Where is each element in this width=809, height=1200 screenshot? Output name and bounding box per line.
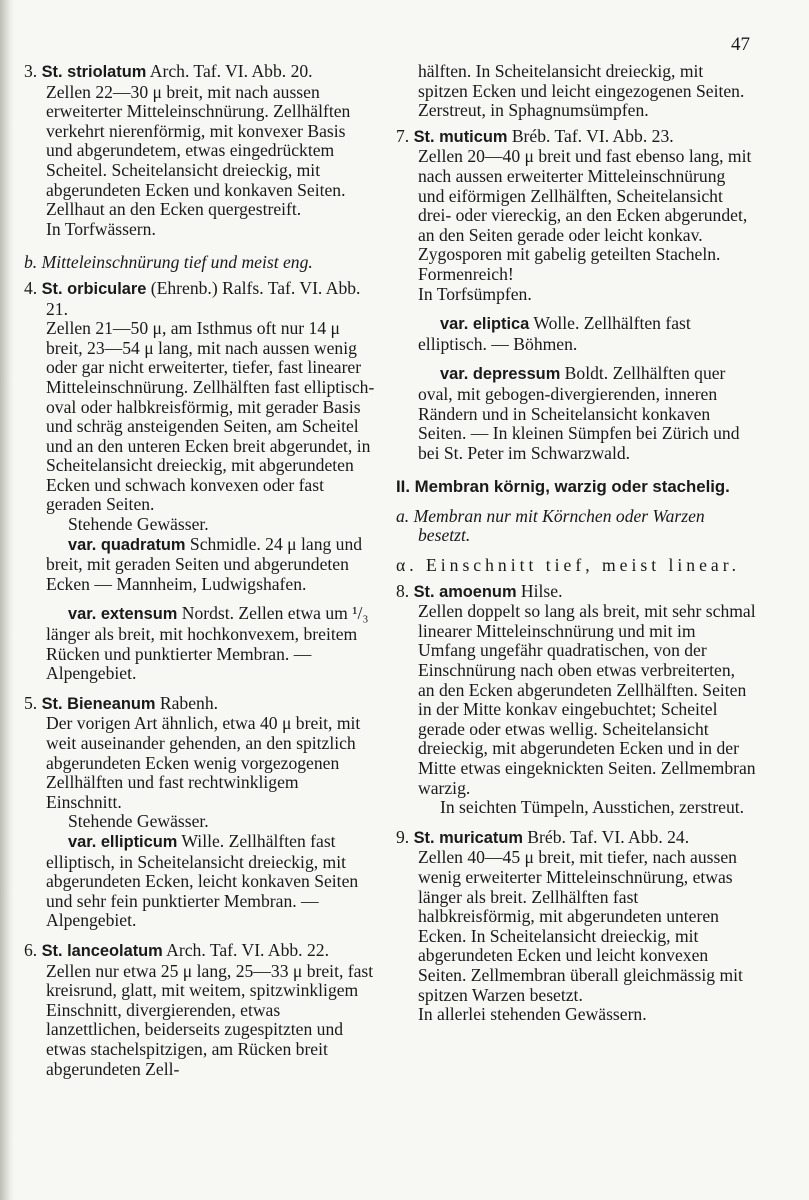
variety-quadratum: var. quadratum Schmidle. 24 μ lang und breit, mit geraden Seiten und abgerundeten Ecken — Mannheim, Ludwigshafen. xyxy=(46,533,363,594)
continued-habitat: Zerstreut, in Sphagnumsümpfen. xyxy=(418,100,649,121)
species-5 xyxy=(24,694,376,931)
species-heading: 4. St. orbiculare (Ehrenb.) Ralfs. Taf. VI. Abb. 21. xyxy=(24,277,361,319)
page-number: 47 xyxy=(731,34,750,55)
species-description: Zellen 40—45 μ breit, mit tiefer, nach aussen wenig erweiterter Mitteleinschnürung, etwas länger als breit. Zellhälften fast halbkreisförmig, mit abgerundeten unteren Ecken. In Scheitelansicht dreieckig, mit abgerundeten Ecken und leicht konvexen Seiten. Zellmembran überall gleichmässig mit spitzen Warzen besetzt. xyxy=(418,847,743,1005)
species-4 xyxy=(24,279,376,684)
species-name: St. muticum xyxy=(413,127,508,146)
species-description: Zellen 22—30 μ breit, mit nach aussen erweiterter Mitteleinschnürung. Zellhälften verkehrt nierenförmig, mit konvexer Basis und abgerundetem, etwas eingedrücktem Scheitel. Scheitelansicht dreieckig, mit abgerundeten Ecken und konkaven Seiten. Zellhaut an den Ecken quergestreift. xyxy=(46,81,351,220)
species-description: Zellen 20—40 μ breit und fast ebenso lang, mit nach aussen erweiterter Mitteleinschnürung und eiförmigen Zellhälften, Scheitelansicht drei- oder viereckig, an den Ecken abgerundet, an den Seiten gerade oder leicht konkav. Zygosporen mit gabelig geteilten Stacheln. Formenreich! xyxy=(418,146,752,284)
group-heading-b: b. Mitteleinschnürung tief und meist eng. xyxy=(24,252,313,273)
group-heading-II: II. Membran körnig, warzig oder stachelig. xyxy=(396,477,730,497)
variety-extensum: var. extensum Nordst. Zellen etwa um ¹/₃ länger als breit, mit hochkonvexem, breitem Rücken und punktierter Membran. — Alpengebiet. xyxy=(46,603,369,684)
right-column xyxy=(396,62,756,1025)
left-column xyxy=(24,62,376,1079)
variety-depressum: var. depressum Boldt. Zellhälften quer oval, mit gebogen-divergierenden, inneren Rändern und in Scheitelansicht konkaven Seiten. — In kleinen Sümpfen bei Zürich und bei St. Peter im Schwarzwald. xyxy=(418,363,740,463)
species-heading: 7. St. muticum Bréb. Taf. VI. Abb. 23. xyxy=(396,125,674,146)
species-name: St. lanceolatum xyxy=(41,941,163,960)
page-edge-shadow xyxy=(0,0,14,1200)
species-heading: 3. St. striolatum Arch. Taf. VI. Abb. 20. xyxy=(24,61,313,81)
species-description: Zellen nur etwa 25 μ lang, 25—33 μ breit, fast kreisrund, glatt, mit weitem, spitzwinkligem Einschnitt, divergierenden, etwas lanzettlichen, beiderseits zugespitzten und etwas stachelspitzigen, am Rücken breit abgerundeten Zell- xyxy=(46,960,374,1079)
species-description: Zellen 21—50 μ, am Isthmus oft nur 14 μ breit, 23—54 μ lang, mit nach aussen wenig oder gar nicht erweiterter, tiefer, fast linearer Mitteleinschnürung. Zellhälften fast elliptisch-oval oder halbkreisförmig, mit gerader Basis und schräg ansteigenden Seiten, am Scheitel und an den unteren Ecken breit abgerundet, in Scheitelansicht dreieckig, mit abgerundeten Ecken und schwach konvexen oder fast geraden Seiten. xyxy=(46,318,375,515)
species-habitat: Stehende Gewässer. xyxy=(68,514,209,535)
species-name: St. amoenum xyxy=(413,582,517,601)
species-name: St. muricatum xyxy=(413,828,523,847)
species-habitat: In allerlei stehenden Gewässern. xyxy=(418,1004,647,1025)
group-heading-a: a. Membran nur mit Körnchen oder Warzen besetzt. xyxy=(396,505,705,546)
group-heading-alpha: α. Einschnitt tief, meist linear. xyxy=(396,555,740,576)
species-description: Zellen doppelt so lang als breit, mit sehr schmal linearer Mitteleinschnürung und mit im Umfang ungefähr quadratischen, von der Einschnürung nach oben etwas verbreiterten, an den Ecken abgerundeten Zellhälften. Seiten in der Mitte konkav eingebuchtet; Scheitel gerade oder etwas wellig. Scheitelansicht dreieckig, mit abgerundeten Ecken und in der Mitte etwas eingeknickten Seiten. Zellmembran warzig. xyxy=(418,601,756,798)
species-heading: 8. St. amoenum Hilse. xyxy=(396,580,563,601)
species-8 xyxy=(396,582,756,818)
species-6 xyxy=(24,941,376,1079)
variety-eliptica: var. eliptica Wolle. Zellhälften fast elliptisch. — Böhmen. xyxy=(418,313,691,354)
species-habitat: In Torfsümpfen. xyxy=(418,283,532,304)
species-3 xyxy=(24,62,376,239)
species-habitat: Stehende Gewässer. xyxy=(68,811,209,832)
species-heading: 5. St. Bieneanum Rabenh. xyxy=(24,692,219,713)
species-name: St. orbiculare xyxy=(41,279,147,298)
species-description: Der vorigen Art ähnlich, etwa 40 μ breit, mit weit auseinander gehenden, an den spitzlich abgerundeten Ecken wenig vorgezogenen Zellhälften und fast rechtwinkligem Einschnitt. xyxy=(46,713,361,812)
species-heading: 9. St. muricatum Bréb. Taf. VI. Abb. 24. xyxy=(396,826,690,847)
continued-description: hälften. In Scheitelansicht dreieckig, mit spitzen Ecken und leicht eingezogenen Seiten. xyxy=(418,61,745,101)
species-name: St. striolatum xyxy=(41,63,147,81)
species-heading: 6. St. lanceolatum Arch. Taf. VI. Abb. 22. xyxy=(24,939,329,960)
species-7 xyxy=(396,127,756,464)
species-name: St. Bieneanum xyxy=(41,694,156,713)
species-habitat: In Torfwässern. xyxy=(46,218,156,239)
species-9 xyxy=(396,828,756,1025)
variety-ellipticum: var. ellipticum Wille. Zellhälften fast elliptisch, in Scheitelansicht dreieckig, mit abgerundeten Ecken, leicht konkaven Seiten und sehr fein punktierter Membran. — Alpengebiet. xyxy=(46,830,359,931)
species-habitat: In seichten Tümpeln, Ausstichen, zerstreut. xyxy=(440,797,745,818)
